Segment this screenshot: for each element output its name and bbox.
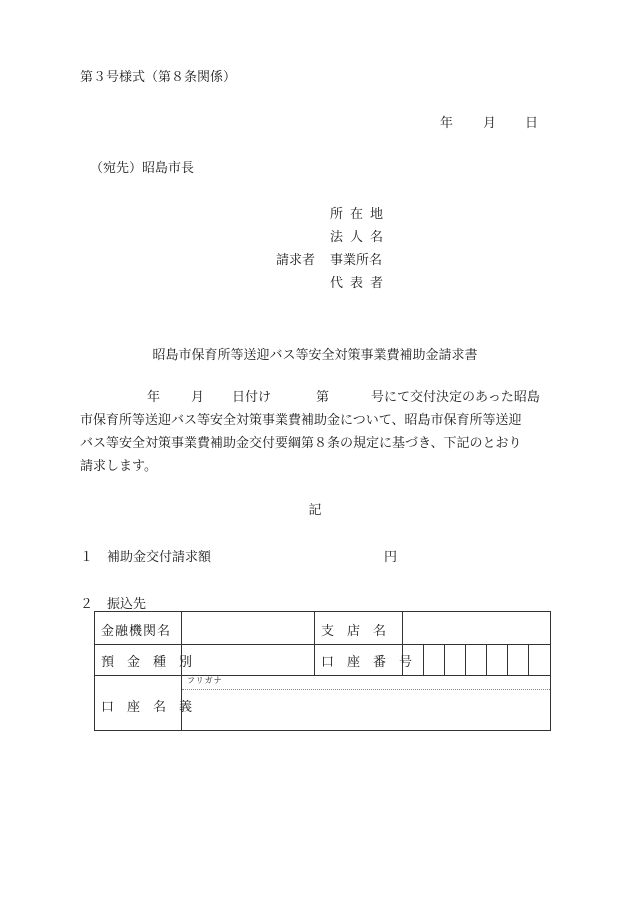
body-dated: 日付け — [232, 390, 272, 405]
office-name-label: 事業所名 — [330, 253, 383, 268]
date-month: 月 — [483, 116, 497, 131]
address-label: 所在地 — [330, 207, 391, 222]
branch-name-label: 支 店 名 — [321, 624, 387, 639]
furigana-label: フリガナ — [187, 676, 223, 685]
item-1-unit: 円 — [384, 550, 398, 565]
account-digit-box-divider — [465, 644, 466, 675]
body-number-prefix: 第 — [316, 390, 330, 405]
account-digit-box-divider — [528, 644, 529, 675]
bank-account-table — [94, 611, 551, 731]
table-row-divider — [95, 675, 550, 676]
claimant-label: 請求者 — [276, 253, 316, 268]
account-number-label: 口 座 番 号 — [321, 655, 413, 670]
representative-label: 代表者 — [330, 276, 391, 291]
ki-heading: 記 — [308, 503, 322, 518]
date-year: 年 — [440, 116, 454, 131]
account-digit-box-divider — [486, 644, 487, 675]
addressee: （宛先）昭島市長 — [90, 161, 195, 176]
table-column-divider — [314, 612, 315, 675]
body-line-3: バス等安全対策事業費補助金交付要綱第８条の規定に基づき、下記のとおり — [80, 436, 522, 451]
body-line-4: 請求します。 — [80, 459, 157, 474]
document-title: 昭島市保育所等送迎バス等安全対策事業費補助金請求書 — [152, 348, 478, 363]
account-digit-box-divider — [507, 644, 508, 675]
form-number: 第３号様式（第８条関係） — [80, 70, 237, 85]
item-1-number: １ — [80, 550, 94, 565]
body-line-1-rest: 号にて交付決定のあった昭島 — [371, 390, 540, 405]
account-holder-label: 口 座 名 義 — [101, 700, 193, 715]
corporation-name-label: 法人名 — [330, 230, 391, 245]
item-2-label: 振込先 — [107, 597, 147, 612]
account-digit-box-divider — [423, 644, 424, 675]
bank-name-label: 金融機関名 — [101, 624, 172, 639]
item-1-label: 補助金交付請求額 — [107, 550, 212, 565]
date-day: 日 — [525, 116, 539, 131]
table-row-divider — [95, 644, 550, 645]
body-year: 年 — [147, 390, 161, 405]
body-month: 月 — [191, 390, 205, 405]
account-digit-box-divider — [444, 644, 445, 675]
body-line-2: 市保育所等送迎バス等安全対策事業費補助金について、昭島市保育所等送迎 — [80, 413, 522, 428]
furigana-separator — [182, 689, 550, 690]
item-2-number: ２ — [80, 597, 94, 612]
deposit-type-label: 預 金 種 別 — [101, 655, 193, 670]
